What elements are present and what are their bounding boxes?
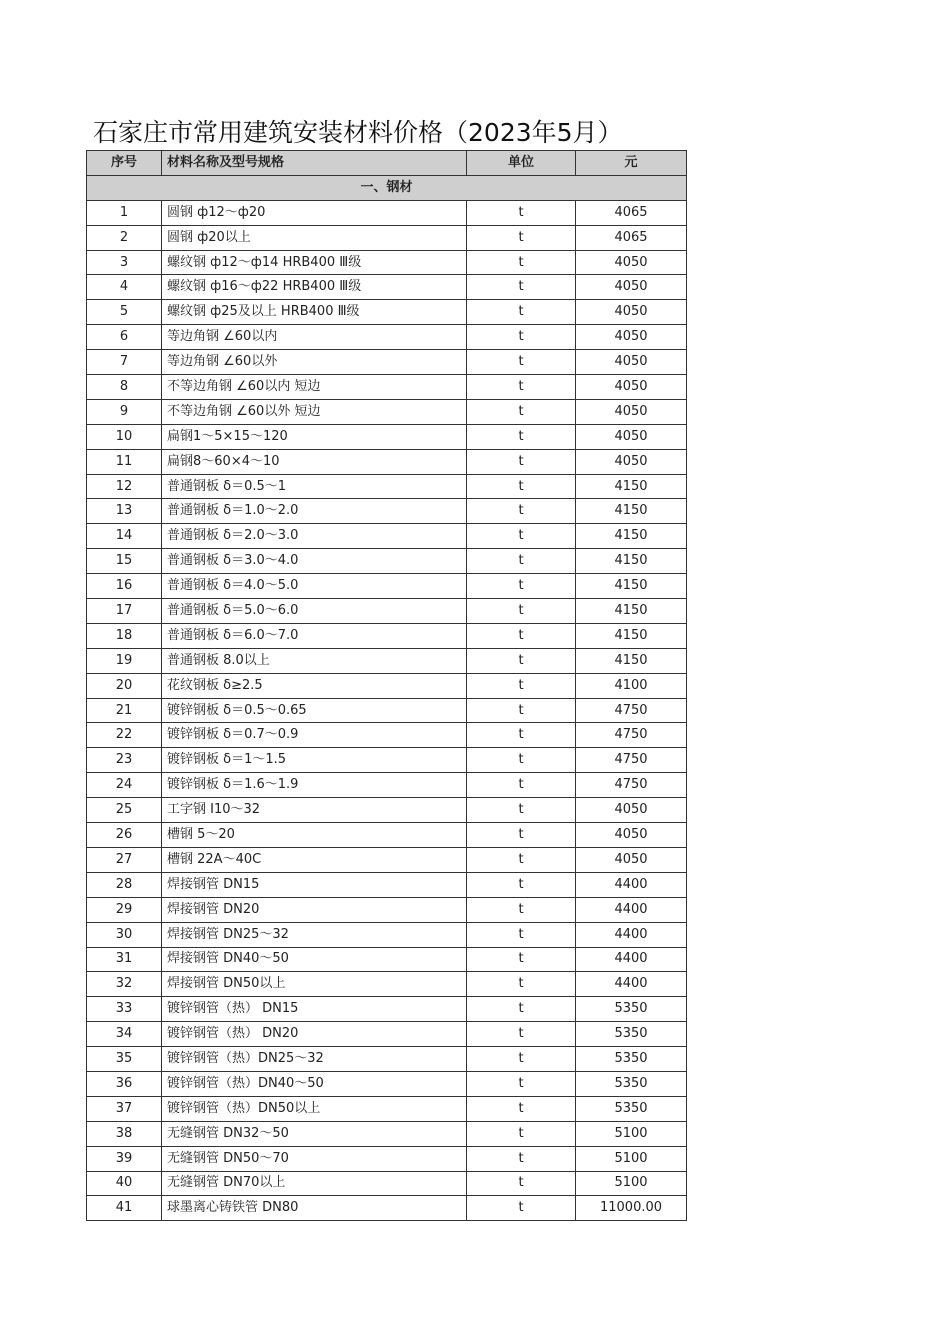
material-name: 普通钢板 8.0以上	[162, 648, 467, 673]
price-cell: 4050	[576, 449, 687, 474]
unit-cell: t	[467, 549, 576, 574]
row-number: 6	[87, 325, 162, 350]
row-number: 38	[87, 1121, 162, 1146]
material-name: 球墨离心铸铁管 DN80	[162, 1196, 467, 1221]
price-cell: 4400	[576, 972, 687, 997]
table-row	[87, 723, 687, 748]
row-number: 34	[87, 1022, 162, 1047]
page-title: 石家庄市常用建筑安装材料价格（2023年5月）	[93, 118, 623, 147]
material-name: 扁钢1～5×15～120	[162, 424, 467, 449]
unit-cell: t	[467, 648, 576, 673]
table-row	[87, 773, 687, 798]
price-cell: 4100	[576, 673, 687, 698]
material-name: 螺纹钢 ф25及以上 HRB400 Ⅲ级	[162, 300, 467, 325]
section-row	[87, 175, 687, 200]
price-cell: 4050	[576, 823, 687, 848]
row-number: 10	[87, 424, 162, 449]
price-cell: 4050	[576, 300, 687, 325]
row-number: 26	[87, 823, 162, 848]
table-row	[87, 424, 687, 449]
material-name: 不等边角钢 ∠60以外 短边	[162, 399, 467, 424]
material-name: 等边角钢 ∠60以内	[162, 325, 467, 350]
table-row	[87, 1047, 687, 1072]
row-number: 24	[87, 773, 162, 798]
unit-cell: t	[467, 698, 576, 723]
unit-cell: t	[467, 1196, 576, 1221]
row-number: 20	[87, 673, 162, 698]
row-number: 25	[87, 798, 162, 823]
row-number: 31	[87, 947, 162, 972]
material-name: 镀锌钢板 δ＝1.6～1.9	[162, 773, 467, 798]
table-row	[87, 275, 687, 300]
unit-cell: t	[467, 200, 576, 225]
material-name: 镀锌钢管（热） DN20	[162, 1022, 467, 1047]
row-number: 30	[87, 922, 162, 947]
unit-cell: t	[467, 673, 576, 698]
price-cell: 5350	[576, 1047, 687, 1072]
table-row	[87, 449, 687, 474]
table-row	[87, 922, 687, 947]
price-cell: 4050	[576, 325, 687, 350]
row-number: 32	[87, 972, 162, 997]
material-name: 等边角钢 ∠60以外	[162, 350, 467, 375]
price-cell: 4150	[576, 574, 687, 599]
header-name: 材料名称及型号规格	[162, 151, 467, 176]
row-number: 18	[87, 623, 162, 648]
material-name: 镀锌钢管（热） DN15	[162, 997, 467, 1022]
price-cell: 5350	[576, 1022, 687, 1047]
row-number: 15	[87, 549, 162, 574]
unit-cell: t	[467, 972, 576, 997]
unit-cell: t	[467, 922, 576, 947]
table-row	[87, 947, 687, 972]
table-row	[87, 250, 687, 275]
table-row	[87, 325, 687, 350]
price-cell: 4150	[576, 623, 687, 648]
unit-cell: t	[467, 424, 576, 449]
header-no: 序号	[87, 151, 162, 176]
price-cell: 4400	[576, 947, 687, 972]
material-name: 螺纹钢 ф16～ф22 HRB400 Ⅲ级	[162, 275, 467, 300]
unit-cell: t	[467, 449, 576, 474]
price-cell: 5350	[576, 997, 687, 1022]
table-row	[87, 823, 687, 848]
unit-cell: t	[467, 1071, 576, 1096]
table-row	[87, 897, 687, 922]
material-name: 镀锌钢板 δ＝0.5～0.65	[162, 698, 467, 723]
table-row	[87, 399, 687, 424]
table-row	[87, 997, 687, 1022]
header-row	[87, 151, 687, 176]
price-cell: 4750	[576, 723, 687, 748]
price-cell: 4050	[576, 847, 687, 872]
material-name: 普通钢板 δ＝2.0～3.0	[162, 524, 467, 549]
material-name: 镀锌钢板 δ＝1～1.5	[162, 748, 467, 773]
unit-cell: t	[467, 350, 576, 375]
table-row	[87, 798, 687, 823]
table-row	[87, 673, 687, 698]
price-cell: 5100	[576, 1121, 687, 1146]
price-cell: 4400	[576, 897, 687, 922]
row-number: 9	[87, 399, 162, 424]
price-cell: 4400	[576, 872, 687, 897]
material-name: 工字钢 Ⅰ10～32	[162, 798, 467, 823]
header-price: 元	[576, 151, 687, 176]
row-number: 19	[87, 648, 162, 673]
row-number: 28	[87, 872, 162, 897]
row-number: 16	[87, 574, 162, 599]
unit-cell: t	[467, 574, 576, 599]
unit-cell: t	[467, 872, 576, 897]
material-name: 螺纹钢 ф12～ф14 HRB400 Ⅲ级	[162, 250, 467, 275]
row-number: 11	[87, 449, 162, 474]
row-number: 36	[87, 1071, 162, 1096]
row-number: 27	[87, 847, 162, 872]
unit-cell: t	[467, 474, 576, 499]
table-row	[87, 1146, 687, 1171]
table-row	[87, 648, 687, 673]
price-cell: 4050	[576, 375, 687, 400]
unit-cell: t	[467, 748, 576, 773]
row-number: 8	[87, 375, 162, 400]
price-cell: 5350	[576, 1071, 687, 1096]
material-name: 普通钢板 δ＝6.0～7.0	[162, 623, 467, 648]
price-cell: 4065	[576, 225, 687, 250]
material-name: 槽钢 22A～40C	[162, 847, 467, 872]
unit-cell: t	[467, 1121, 576, 1146]
unit-cell: t	[467, 375, 576, 400]
price-cell: 4750	[576, 748, 687, 773]
table-row	[87, 748, 687, 773]
material-name: 花纹钢板 δ≥2.5	[162, 673, 467, 698]
table-body	[87, 175, 687, 1220]
unit-cell: t	[467, 399, 576, 424]
price-cell: 4050	[576, 798, 687, 823]
row-number: 17	[87, 599, 162, 624]
table-row	[87, 599, 687, 624]
price-cell: 4150	[576, 524, 687, 549]
unit-cell: t	[467, 1047, 576, 1072]
unit-cell: t	[467, 599, 576, 624]
price-cell: 4050	[576, 350, 687, 375]
material-name: 槽钢 5～20	[162, 823, 467, 848]
price-cell: 5350	[576, 1096, 687, 1121]
unit-cell: t	[467, 1096, 576, 1121]
unit-cell: t	[467, 1022, 576, 1047]
table-row	[87, 549, 687, 574]
row-number: 1	[87, 200, 162, 225]
price-cell: 4050	[576, 399, 687, 424]
price-cell: 11000.00	[576, 1196, 687, 1221]
row-number: 12	[87, 474, 162, 499]
material-name: 普通钢板 δ＝1.0～2.0	[162, 499, 467, 524]
price-cell: 4050	[576, 275, 687, 300]
material-name: 镀锌钢管（热）DN50以上	[162, 1096, 467, 1121]
table-row	[87, 524, 687, 549]
row-number: 40	[87, 1171, 162, 1196]
price-cell: 4150	[576, 474, 687, 499]
material-name: 普通钢板 δ＝3.0～4.0	[162, 549, 467, 574]
price-cell: 4050	[576, 424, 687, 449]
material-name: 无缝钢管 DN50～70	[162, 1146, 467, 1171]
row-number: 4	[87, 275, 162, 300]
unit-cell: t	[467, 997, 576, 1022]
table-row	[87, 698, 687, 723]
row-number: 5	[87, 300, 162, 325]
price-cell: 4750	[576, 698, 687, 723]
table-row	[87, 1121, 687, 1146]
material-name: 扁钢8～60×4～10	[162, 449, 467, 474]
unit-cell: t	[467, 723, 576, 748]
table-row	[87, 474, 687, 499]
table-row	[87, 1096, 687, 1121]
row-number: 14	[87, 524, 162, 549]
row-number: 37	[87, 1096, 162, 1121]
price-cell: 4065	[576, 200, 687, 225]
unit-cell: t	[467, 1146, 576, 1171]
material-name: 焊接钢管 DN15	[162, 872, 467, 897]
table-row	[87, 200, 687, 225]
row-number: 33	[87, 997, 162, 1022]
unit-cell: t	[467, 823, 576, 848]
material-name: 普通钢板 δ＝5.0～6.0	[162, 599, 467, 624]
table-row	[87, 499, 687, 524]
row-number: 39	[87, 1146, 162, 1171]
row-number: 22	[87, 723, 162, 748]
unit-cell: t	[467, 325, 576, 350]
table-row	[87, 1196, 687, 1221]
price-table	[86, 150, 687, 1221]
price-cell: 4150	[576, 648, 687, 673]
row-number: 29	[87, 897, 162, 922]
material-name: 圆钢 ф20以上	[162, 225, 467, 250]
table-row	[87, 300, 687, 325]
unit-cell: t	[467, 300, 576, 325]
material-name: 焊接钢管 DN20	[162, 897, 467, 922]
unit-cell: t	[467, 524, 576, 549]
row-number: 13	[87, 499, 162, 524]
material-name: 焊接钢管 DN25～32	[162, 922, 467, 947]
section-label: 一、钢材	[87, 175, 687, 200]
price-cell: 4150	[576, 549, 687, 574]
table-row	[87, 623, 687, 648]
header-unit: 单位	[467, 151, 576, 176]
price-cell: 4150	[576, 499, 687, 524]
unit-cell: t	[467, 225, 576, 250]
material-name: 无缝钢管 DN32～50	[162, 1121, 467, 1146]
table-row	[87, 847, 687, 872]
table-row	[87, 225, 687, 250]
price-cell: 4050	[576, 250, 687, 275]
row-number: 2	[87, 225, 162, 250]
price-cell: 4750	[576, 773, 687, 798]
row-number: 3	[87, 250, 162, 275]
unit-cell: t	[467, 773, 576, 798]
material-name: 不等边角钢 ∠60以内 短边	[162, 375, 467, 400]
unit-cell: t	[467, 897, 576, 922]
unit-cell: t	[467, 1171, 576, 1196]
material-name: 圆钢 ф12～ф20	[162, 200, 467, 225]
unit-cell: t	[467, 275, 576, 300]
row-number: 21	[87, 698, 162, 723]
row-number: 7	[87, 350, 162, 375]
price-cell: 5100	[576, 1171, 687, 1196]
material-name: 焊接钢管 DN50以上	[162, 972, 467, 997]
unit-cell: t	[467, 250, 576, 275]
price-cell: 5100	[576, 1146, 687, 1171]
price-cell: 4400	[576, 922, 687, 947]
unit-cell: t	[467, 947, 576, 972]
unit-cell: t	[467, 847, 576, 872]
table-row	[87, 972, 687, 997]
table-row	[87, 350, 687, 375]
material-name: 镀锌钢管（热）DN25～32	[162, 1047, 467, 1072]
material-name: 普通钢板 δ＝0.5～1	[162, 474, 467, 499]
table-row	[87, 574, 687, 599]
unit-cell: t	[467, 623, 576, 648]
material-name: 焊接钢管 DN40～50	[162, 947, 467, 972]
table-row	[87, 1171, 687, 1196]
table-row	[87, 1022, 687, 1047]
unit-cell: t	[467, 499, 576, 524]
table-row	[87, 872, 687, 897]
row-number: 41	[87, 1196, 162, 1221]
unit-cell: t	[467, 798, 576, 823]
table-row	[87, 1071, 687, 1096]
material-name: 镀锌钢板 δ＝0.7～0.9	[162, 723, 467, 748]
material-name: 普通钢板 δ＝4.0～5.0	[162, 574, 467, 599]
price-cell: 4150	[576, 599, 687, 624]
row-number: 35	[87, 1047, 162, 1072]
row-number: 23	[87, 748, 162, 773]
table-row	[87, 375, 687, 400]
material-name: 无缝钢管 DN70以上	[162, 1171, 467, 1196]
material-name: 镀锌钢管（热）DN40～50	[162, 1071, 467, 1096]
